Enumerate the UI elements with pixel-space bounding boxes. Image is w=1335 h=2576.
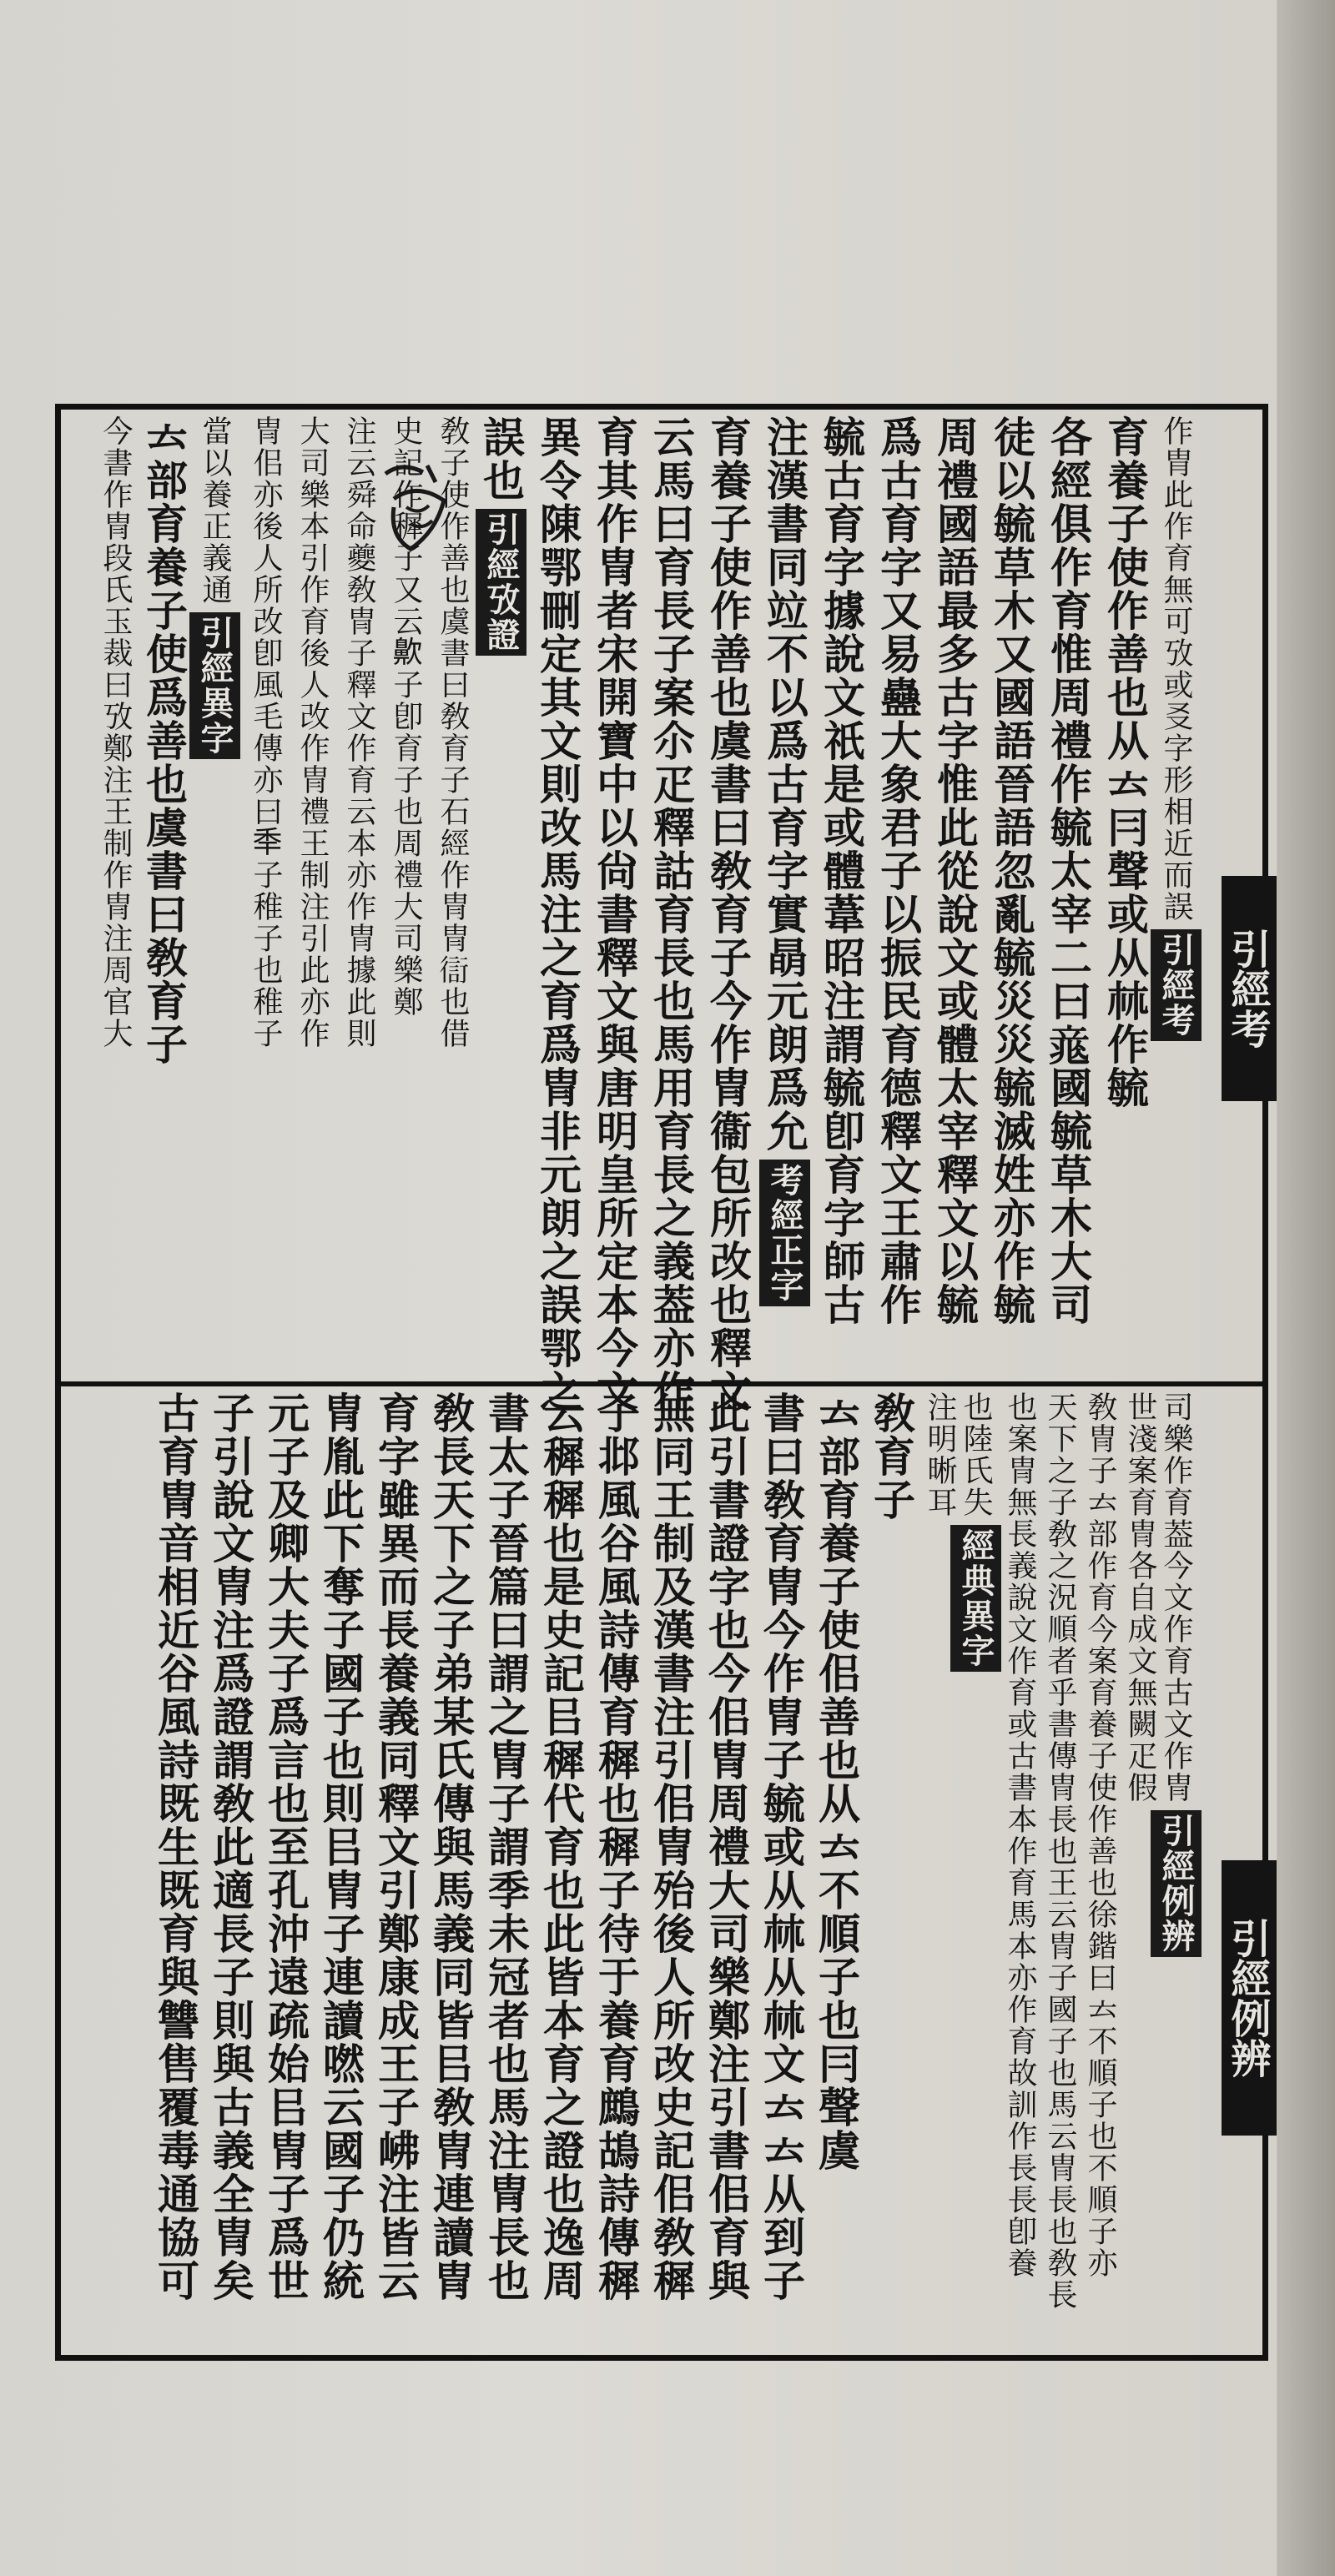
top-panel-column: [531, 415, 587, 1413]
top-panel-column: [194, 415, 240, 1366]
column-text: 異令陳鄂刪定其文則改馬注之育爲冑非元朗之誤鄂之: [533, 415, 582, 1413]
column-text: 也陸氏失: [959, 1391, 993, 1518]
column-text: 也案冑無長義說文作育或古書本作育馬本亦作育故訓作長長卽養: [1003, 1391, 1037, 2279]
bottom-panel-column: [1041, 1391, 1081, 2342]
top-panel-column: [137, 415, 194, 1366]
column-text: 此引書證字也今佀冑周禮大司樂鄭注引書佀育與: [702, 1391, 751, 2302]
citation-tag: 引經攷證: [476, 509, 526, 656]
column-text: 天下之子敎之況順者乎書傳冑長也王云冑子國子也馬云冑長也敎長: [1043, 1391, 1077, 2311]
column-text: 今書作冑段氏玉裁曰攷鄭注王制作冑注周官大: [98, 415, 133, 1049]
top-panel-column: [240, 415, 287, 1366]
column-text: 育其作冑者宋開寶中以尙書釋文與唐明皇所定本今文: [590, 415, 639, 1413]
bottom-panel-column: [646, 1391, 701, 2342]
bottom-panel-column: [811, 1391, 866, 2342]
top-panel-column: [758, 415, 814, 1366]
column-text: 敎育子: [867, 1391, 916, 1522]
bottom-panel-column: [315, 1391, 370, 2342]
column-text: 注漢書同竝不以爲古育字實𣇵元朗爲允: [760, 415, 809, 1153]
top-panel-column: [871, 415, 928, 1366]
top-panel-column: [474, 415, 531, 1366]
bottom-panel-column: [260, 1391, 315, 2342]
bottom-panel-column: [536, 1391, 591, 2342]
citation-tag: 引經例辨: [1151, 1810, 1202, 1957]
column-text: 書太子晉篇曰謂之冑子謂季未冠者也馬注冑長也: [481, 1391, 531, 2302]
column-text: 注云舜命夔敎冑子釋文作育云本亦作冑據此則: [342, 415, 376, 1049]
bottom-panel-column: [756, 1391, 811, 2342]
top-panel-column: [380, 415, 427, 1366]
column-text: 云穉穉也是史記㠯穉代育也此皆本育之證也逸周: [537, 1391, 586, 2302]
top-panel-column: [1041, 415, 1098, 1366]
column-text: 爲古育字又易蠱大象君子以振民育德釋文王肅作: [874, 415, 923, 1326]
column-text: 育養子使作善也从𠫓冃聲或从𣏟作毓: [1101, 415, 1150, 1109]
column-text: 敎冑子𠫓部作育今案育養子使作善也徐鍇曰𠫓不順子也不順子亦: [1083, 1391, 1117, 2279]
bottom-panel-column: [1001, 1391, 1041, 2342]
column-text: 冑佀亦後人所改卽風毛傳亦曰𥝝子稚子也稚子: [249, 415, 283, 1049]
column-text: 徒以毓草木又國語晉語忽亂毓災災毓滅姓亦作毓: [987, 415, 1036, 1326]
column-text: 誤也: [476, 415, 526, 502]
bottom-panel-column: [1081, 1391, 1121, 2342]
citation-tag: 引經考: [1151, 929, 1202, 1041]
bottom-panel-column: [370, 1391, 426, 2342]
top-panel-column: [1098, 415, 1155, 1366]
citation-tag: 經典異字: [950, 1525, 1001, 1672]
top-panel-column: [1155, 415, 1202, 1366]
column-text: 云馬曰育長子案尒疋釋詁育長也馬用育長之義葢亦作: [647, 415, 696, 1413]
bottom-panel-column: [591, 1391, 646, 2342]
column-text: 世淺案育冑各自成文無闕疋假: [1123, 1391, 1157, 1804]
column-text: 史記作穉子又云𪖗子卽育子也周禮大司樂鄭: [389, 415, 423, 1018]
citation-tag: 考經正字: [759, 1160, 810, 1306]
column-text: 冑胤此下奪子國子也則㠯冑子連讀嘫云國子仍統: [316, 1391, 365, 2302]
tab-upper: 引經考: [1222, 876, 1277, 1101]
citation-tag: 引經異字: [189, 612, 240, 759]
column-text: 各經俱作育惟周禮作毓太宰二曰𥪐國毓草木大司: [1044, 415, 1093, 1326]
bottom-panel-column: [481, 1391, 536, 2342]
top-panel-column: [287, 415, 334, 1366]
bottom-panel-column: [150, 1391, 205, 2342]
column-text: 古育冑音相近谷風詩既生既育與讐售覆毒通協可: [151, 1391, 200, 2302]
column-text: 司樂作育葢今文作育古文作冑: [1159, 1391, 1193, 1804]
column-text: 毓古育字據說文祇是或體葦昭注謂毓卽育字師古: [817, 415, 866, 1326]
top-panel-column: [701, 415, 758, 1413]
column-text: 書曰敎育冑今作冑子毓或从𣏟从𣏟文𠫓𠫓从到子: [757, 1391, 806, 2302]
bottom-panel-column: [866, 1391, 921, 2342]
bottom-panel-column: [205, 1391, 260, 2342]
column-text: 育字雖異而長養義同釋文引鄭康成王子𡶒注皆云: [371, 1391, 421, 2302]
column-text: 育養子使作善也虞書曰敎育子今作冑衞包所改也釋文: [703, 415, 753, 1413]
column-text: 敎長天下之子弟某氏傳與馬義同皆㠯敎冑連讀冑: [426, 1391, 476, 2302]
column-text: 大司樂本引作育後人改作冑禮王制注引此亦作: [295, 415, 330, 1049]
top-panel-column: [985, 415, 1041, 1366]
column-text: 子引說文冑注爲證謂敎此適長子則與古義全冑矣: [206, 1391, 255, 2302]
top-panel-column: [90, 415, 137, 1366]
book-spine: [1277, 0, 1335, 2576]
top-panel: [67, 415, 1202, 1413]
column-text: 敎子使作善也虞書曰敎育子石經作冑冑𧗳也借: [436, 415, 470, 1049]
column-text: 𠫓部育養子使佀善也从𠫓不順子也冃聲虞: [812, 1391, 861, 2172]
tab-lower: 引經例辨: [1222, 1860, 1277, 2136]
bottom-panel: [67, 1391, 1202, 2352]
bottom-panel-column: [1156, 1391, 1202, 2342]
top-panel-column: [427, 415, 474, 1366]
column-text: 當以養正義通: [198, 415, 232, 606]
top-panel-column: [334, 415, 380, 1366]
bottom-panel-column: [426, 1391, 481, 2342]
column-text: 無同王制及漢書注引佀冑殆後人所改史記佀敎穉: [647, 1391, 696, 2302]
column-text: 子邶風谷風詩傳育穉也穉子待于養育鷓鴣詩傳穉: [592, 1391, 641, 2302]
column-text: 注明晰耳: [923, 1391, 957, 1518]
bottom-panel-column: [956, 1391, 1001, 2342]
column-text: 作胄此作育無可攷或㕛字形相近而誤: [1159, 415, 1193, 923]
top-panel-column: [814, 415, 871, 1366]
column-text: 周禮國語最多古字惟此從說文或體太宰釋文以毓: [930, 415, 980, 1326]
top-panel-column: [644, 415, 701, 1413]
column-text: 元子及卿大夫子爲言也至孔沖遠疏始㠯冑子爲世: [261, 1391, 310, 2302]
column-text: 𠫓部育養子使爲善也虞書曰敎育子: [139, 415, 189, 1066]
bottom-panel-column: [701, 1391, 756, 2342]
top-panel-column: [928, 415, 985, 1366]
top-panel-column: [587, 415, 644, 1413]
